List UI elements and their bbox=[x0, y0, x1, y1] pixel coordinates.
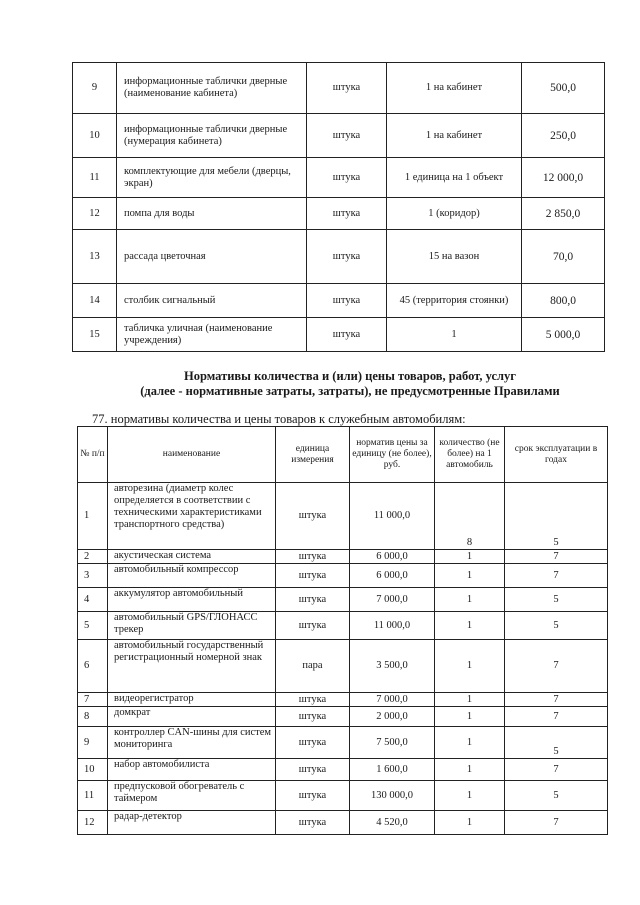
item-price: 5 000,0 bbox=[522, 318, 605, 352]
item-quantity: 1 (коридор) bbox=[387, 198, 522, 230]
item-unit: штука bbox=[307, 318, 387, 352]
table-row bbox=[73, 63, 605, 114]
item-term: 5 bbox=[505, 727, 608, 759]
item-name: предпусковой обогреватель с таймером bbox=[108, 781, 276, 811]
item-price: 6 000,0 bbox=[350, 564, 435, 588]
item-unit: штука bbox=[276, 727, 350, 759]
item-name: столбик сигнальный bbox=[117, 284, 307, 318]
item-term: 7 bbox=[505, 693, 608, 707]
item-quantity: 1 bbox=[387, 318, 522, 352]
item-unit: штука bbox=[307, 63, 387, 114]
item-name: акустическая система bbox=[108, 550, 276, 564]
item-term: 7 bbox=[505, 759, 608, 781]
table-row bbox=[78, 564, 608, 588]
row-number: 11 bbox=[73, 158, 117, 198]
item-term: 5 bbox=[505, 781, 608, 811]
table-row bbox=[73, 198, 605, 230]
row-number: 9 bbox=[78, 727, 108, 759]
item-unit: штука bbox=[276, 550, 350, 564]
item-unit: штука bbox=[307, 114, 387, 158]
table-row bbox=[78, 707, 608, 727]
item-name: домкрат bbox=[108, 707, 276, 727]
item-price: 7 000,0 bbox=[350, 588, 435, 612]
table-row bbox=[73, 284, 605, 318]
header-price: норматив цены за единицу (не более), руб. bbox=[350, 427, 435, 483]
item-unit: пара bbox=[276, 640, 350, 693]
item-name: автомобильный GPS/ГЛОНАСС трекер bbox=[108, 612, 276, 640]
row-number: 2 bbox=[78, 550, 108, 564]
item-price: 3 500,0 bbox=[350, 640, 435, 693]
table-header-row bbox=[78, 427, 608, 483]
row-number: 10 bbox=[78, 759, 108, 781]
item-name: рассада цветочная bbox=[117, 230, 307, 284]
item-term: 7 bbox=[505, 550, 608, 564]
item-name: информационные таблички дверные (наименование кабинета) bbox=[117, 63, 307, 114]
item-unit: штука bbox=[276, 588, 350, 612]
item-price: 1 600,0 bbox=[350, 759, 435, 781]
item-name: автомобильный компрессор bbox=[108, 564, 276, 588]
item-quantity: 8 bbox=[435, 483, 505, 550]
table-row bbox=[73, 114, 605, 158]
row-number: 11 bbox=[78, 781, 108, 811]
item-price: 250,0 bbox=[522, 114, 605, 158]
item-term: 7 bbox=[505, 640, 608, 693]
item-name: радар-детектор bbox=[108, 811, 276, 835]
header-term: срок эксплуатации в годах bbox=[505, 427, 608, 483]
item-price: 7 000,0 bbox=[350, 693, 435, 707]
table-row bbox=[78, 811, 608, 835]
item-price: 2 850,0 bbox=[522, 198, 605, 230]
item-unit: штука bbox=[276, 781, 350, 811]
item-unit: штука bbox=[276, 564, 350, 588]
table-row bbox=[78, 483, 608, 550]
section-intro: 77. нормативы количества и цены товаров к служебным автомобилям: bbox=[92, 412, 466, 426]
row-number: 5 bbox=[78, 612, 108, 640]
item-quantity: 1 на кабинет bbox=[387, 63, 522, 114]
item-name: информационные таблички дверные (нумерация кабинета) bbox=[117, 114, 307, 158]
row-number: 15 bbox=[73, 318, 117, 352]
item-name: аккумулятор автомобильный bbox=[108, 588, 276, 612]
row-number: 7 bbox=[78, 693, 108, 707]
table-row bbox=[78, 693, 608, 707]
item-unit: штука bbox=[276, 483, 350, 550]
top-table bbox=[72, 62, 605, 352]
item-unit: штука bbox=[276, 693, 350, 707]
table-row bbox=[78, 759, 608, 781]
item-term: 7 bbox=[505, 811, 608, 835]
table-row bbox=[73, 318, 605, 352]
item-name: комплектующие для мебели (дверцы, экран) bbox=[117, 158, 307, 198]
header-number: № п/п bbox=[78, 427, 108, 483]
item-name: набор автомобилиста bbox=[108, 759, 276, 781]
row-number: 12 bbox=[78, 811, 108, 835]
item-name: контроллер CAN-шины для систем мониторинга bbox=[108, 727, 276, 759]
item-quantity: 1 bbox=[435, 693, 505, 707]
item-quantity: 1 bbox=[435, 612, 505, 640]
item-price: 11 000,0 bbox=[350, 483, 435, 550]
item-quantity: 15 на вазон bbox=[387, 230, 522, 284]
table-row bbox=[78, 727, 608, 759]
item-price: 4 520,0 bbox=[350, 811, 435, 835]
item-quantity: 1 bbox=[435, 727, 505, 759]
row-number: 3 bbox=[78, 564, 108, 588]
item-price: 11 000,0 bbox=[350, 612, 435, 640]
table-row bbox=[78, 640, 608, 693]
item-unit: штука bbox=[307, 284, 387, 318]
item-name: видеорегистратор bbox=[108, 693, 276, 707]
vehicle-items-table bbox=[77, 426, 608, 835]
item-quantity: 1 единица на 1 объект bbox=[387, 158, 522, 198]
item-quantity: 45 (территория стоянки) bbox=[387, 284, 522, 318]
header-unit: единица измерения bbox=[276, 427, 350, 483]
item-term: 5 bbox=[505, 483, 608, 550]
item-unit: штука bbox=[276, 612, 350, 640]
row-number: 6 bbox=[78, 640, 108, 693]
item-name: авторезина (диаметр колес определяется в соответствии с техническими характеристиками транспортного средства) bbox=[108, 483, 276, 550]
table-row bbox=[73, 230, 605, 284]
table-row bbox=[78, 550, 608, 564]
row-number: 14 bbox=[73, 284, 117, 318]
item-name: табличка уличная (наименование учреждения) bbox=[117, 318, 307, 352]
item-unit: штука bbox=[276, 707, 350, 727]
row-number: 10 bbox=[73, 114, 117, 158]
item-price: 12 000,0 bbox=[522, 158, 605, 198]
item-unit: штука bbox=[307, 230, 387, 284]
table-row bbox=[78, 588, 608, 612]
item-unit: штука bbox=[307, 158, 387, 198]
item-quantity: 1 bbox=[435, 759, 505, 781]
item-name: автомобильный государственный регистрационный номерной знак bbox=[108, 640, 276, 693]
item-term: 7 bbox=[505, 564, 608, 588]
item-name: помпа для воды bbox=[117, 198, 307, 230]
item-price: 2 000,0 bbox=[350, 707, 435, 727]
item-price: 130 000,0 bbox=[350, 781, 435, 811]
item-price: 500,0 bbox=[522, 63, 605, 114]
item-quantity: 1 bbox=[435, 588, 505, 612]
item-unit: штука bbox=[276, 759, 350, 781]
table-row bbox=[78, 612, 608, 640]
item-unit: штука bbox=[307, 198, 387, 230]
item-quantity: 1 bbox=[435, 811, 505, 835]
item-term: 7 bbox=[505, 707, 608, 727]
row-number: 12 bbox=[73, 198, 117, 230]
table-row bbox=[78, 781, 608, 811]
header-quantity: количество (не более) на 1 автомобиль bbox=[435, 427, 505, 483]
row-number: 13 bbox=[73, 230, 117, 284]
table-row bbox=[73, 158, 605, 198]
item-quantity: 1 bbox=[435, 550, 505, 564]
item-term: 5 bbox=[505, 612, 608, 640]
item-unit: штука bbox=[276, 811, 350, 835]
item-quantity: 1 bbox=[435, 707, 505, 727]
item-price: 7 500,0 bbox=[350, 727, 435, 759]
row-number: 1 bbox=[78, 483, 108, 550]
item-price: 800,0 bbox=[522, 284, 605, 318]
item-quantity: 1 bbox=[435, 640, 505, 693]
row-number: 9 bbox=[73, 63, 117, 114]
item-quantity: 1 bbox=[435, 781, 505, 811]
section-subheading: (далее - нормативные затраты, затраты), не предусмотренные Правилами bbox=[140, 384, 560, 398]
item-price: 6 000,0 bbox=[350, 550, 435, 564]
item-quantity: 1 bbox=[435, 564, 505, 588]
header-name: наименование bbox=[108, 427, 276, 483]
item-quantity: 1 на кабинет bbox=[387, 114, 522, 158]
section-heading: Нормативы количества и (или) цены товаров, работ, услуг bbox=[184, 369, 516, 383]
row-number: 8 bbox=[78, 707, 108, 727]
row-number: 4 bbox=[78, 588, 108, 612]
item-price: 70,0 bbox=[522, 230, 605, 284]
item-term: 5 bbox=[505, 588, 608, 612]
